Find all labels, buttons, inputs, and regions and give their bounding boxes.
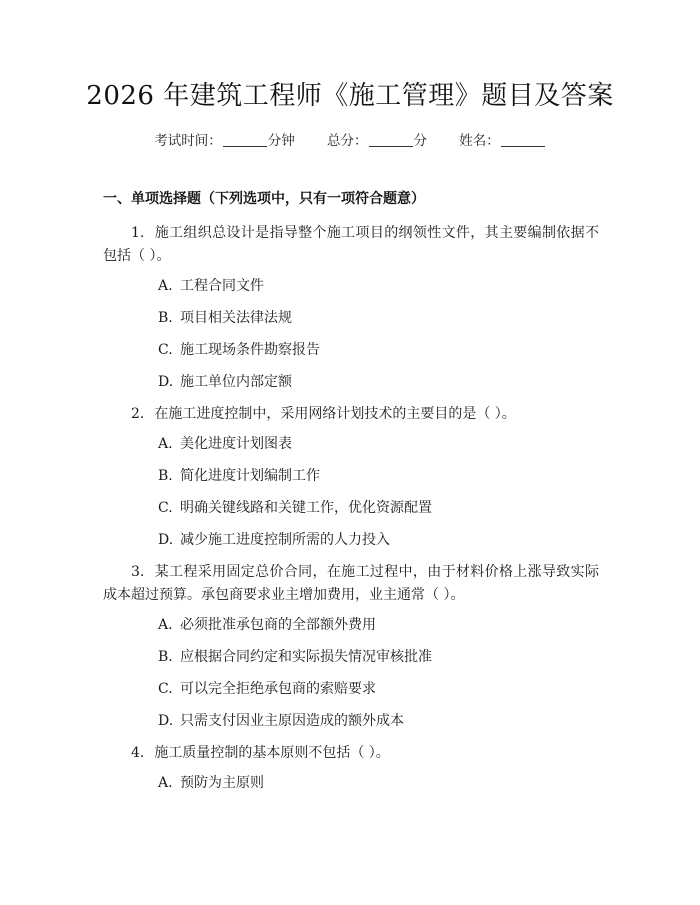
exam-time-label: 考试时间：: [154, 133, 222, 149]
question-stem: 施工质量控制的基本原则不包括（ ）。: [154, 745, 390, 761]
exam-info-line: [0, 131, 700, 151]
option-item: [103, 339, 599, 361]
option-item: [103, 307, 599, 329]
option-text: 项目相关法律法规: [180, 310, 292, 326]
option-key: A.: [158, 775, 173, 791]
name-label: 姓名：: [459, 133, 500, 149]
option-text: 施工单位内部定额: [180, 374, 292, 390]
option-item: [103, 497, 599, 519]
question-list: [103, 222, 599, 804]
option-text: 只需支付因业主原因造成的额外成本: [180, 713, 404, 729]
option-text: 明确关键线路和关键工作，优化资源配置: [180, 500, 432, 516]
question-number: 2.: [131, 406, 145, 422]
total-score-label: 总分：: [327, 133, 368, 149]
option-key: A.: [158, 278, 173, 294]
option-key: C.: [158, 681, 173, 697]
option-text: 简化进度计划编制工作: [180, 468, 320, 484]
option-text: 应根据合同约定和实际损失情况审核批准: [180, 649, 432, 665]
question-stem: 某工程采用固定总价合同，在施工过程中，由于材料价格上涨导致实际成本超过预算。承包商要求业主增加费用，业主通常（ ）。: [103, 564, 599, 603]
exam-time-unit: 分钟: [267, 133, 295, 149]
exam-time-blank: [223, 132, 267, 147]
page-title: 2026 年建筑工程师《施工管理》题目及答案: [86, 81, 614, 111]
question-stem: 施工组织总设计是指导整个施工项目的纲领性文件，其主要编制依据不包括（ ）。: [103, 225, 599, 264]
question-item: [103, 403, 599, 551]
question-number: 4.: [131, 745, 145, 761]
option-item: [103, 646, 599, 668]
question-text: [103, 561, 599, 607]
option-text: 可以完全拒绝承包商的索赔要求: [180, 681, 376, 697]
option-key: B.: [158, 649, 173, 665]
option-key: A.: [158, 436, 173, 452]
option-item: [103, 529, 599, 551]
name-blank: [501, 132, 545, 147]
question-text: [103, 403, 599, 426]
question-stem: 在施工进度控制中，采用网络计划技术的主要目的是（ ）。: [154, 406, 516, 422]
option-key: C.: [158, 342, 173, 358]
option-key: A.: [158, 617, 173, 633]
total-score-unit: 分: [413, 133, 427, 149]
option-text: 减少施工进度控制所需的人力投入: [180, 532, 390, 548]
option-item: [103, 433, 599, 455]
option-text: 预防为主原则: [180, 775, 264, 791]
option-key: D.: [158, 374, 174, 390]
option-text: 施工现场条件勘察报告: [180, 342, 320, 358]
option-key: B.: [158, 310, 173, 326]
option-key: D.: [158, 713, 174, 729]
question-item: [103, 561, 599, 732]
option-item: [103, 465, 599, 487]
option-item: [103, 614, 599, 636]
name-field: [459, 131, 546, 151]
question-number: 3.: [131, 564, 145, 580]
total-score-blank: [369, 132, 413, 147]
question-number: 1.: [131, 225, 145, 241]
option-text: 工程合同文件: [180, 278, 264, 294]
option-key: B.: [158, 468, 173, 484]
option-key: D.: [158, 532, 174, 548]
question-text: [103, 742, 599, 765]
option-key: C.: [158, 500, 173, 516]
question-text: [103, 222, 599, 268]
exam-time-field: [154, 131, 295, 151]
total-score-field: [327, 131, 427, 151]
section-heading: 一、单项选择题（下列选项中，只有一项符合题意）: [103, 191, 425, 207]
option-item: [103, 678, 599, 700]
option-text: 美化进度计划图表: [180, 436, 292, 452]
question-item: [103, 222, 599, 393]
option-item: [103, 371, 599, 393]
option-item: [103, 710, 599, 732]
option-item: [103, 772, 599, 794]
question-item: [103, 742, 599, 794]
option-item: [103, 275, 599, 297]
option-text: 必须批准承包商的全部额外费用: [180, 617, 376, 633]
